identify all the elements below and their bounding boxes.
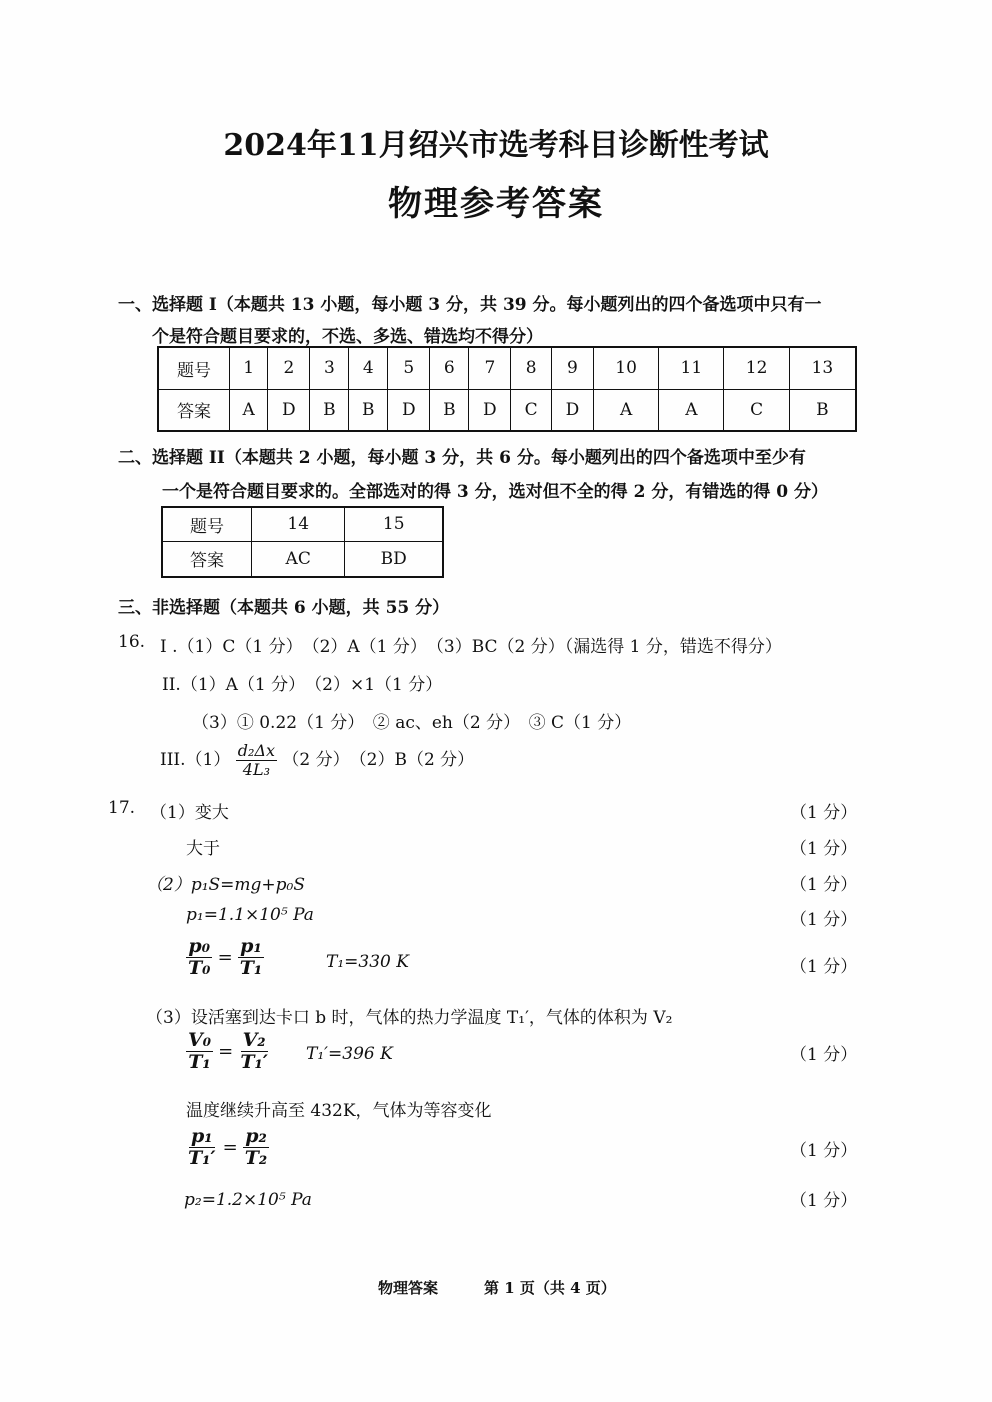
equals-sign: = bbox=[218, 1041, 234, 1062]
fraction bbox=[186, 1030, 213, 1073]
section3-heading: 三、非选择题（本题共 6 小题，共 55 分） bbox=[118, 598, 450, 618]
table-row bbox=[162, 507, 443, 541]
points-label: （1 分） bbox=[790, 1191, 858, 1211]
q16-part2a: II.（1）A（1 分） （2）×1（1 分） bbox=[162, 675, 443, 695]
fraction-numerator: V₂ bbox=[242, 1029, 266, 1051]
fraction-denominator: T₁′ bbox=[188, 1147, 216, 1169]
exam-title: 2024年11月绍兴市选考科目诊断性考试 bbox=[223, 128, 769, 163]
section2-answer-table bbox=[161, 506, 444, 578]
question-number: 12 bbox=[724, 347, 789, 389]
q17-result-1: T₁=330 K bbox=[326, 952, 409, 972]
fraction-numerator: p₀ bbox=[188, 935, 211, 957]
fraction bbox=[243, 1126, 269, 1169]
question-number: 5 bbox=[388, 347, 430, 389]
question-number: 11 bbox=[659, 347, 724, 389]
q17-continue-text: 温度继续升高至 432K，气体为等容变化 bbox=[186, 1101, 492, 1121]
fraction bbox=[238, 936, 264, 979]
fraction-denominator: T₂ bbox=[244, 1147, 268, 1169]
answer-cell: A bbox=[230, 389, 268, 431]
answer-cell: BD bbox=[345, 541, 443, 577]
q16-fraction-denominator: 4L₃ bbox=[242, 760, 270, 779]
points-label: （1 分） bbox=[790, 1045, 858, 1065]
section1-heading-line1: 一、选择题 I（本题共 13 小题，每小题 3 分，共 39 分。每小题列出的四个备选项中只有一 bbox=[118, 295, 822, 315]
q17-equation-3 bbox=[186, 1126, 269, 1169]
q17-part3-text: （3）设活塞到达卡口 b 时，气体的热力学温度 T₁′，气体的体积为 V₂ bbox=[146, 1008, 673, 1028]
equals-sign: = bbox=[217, 947, 233, 968]
table-row bbox=[158, 347, 856, 389]
question-number: 15 bbox=[345, 507, 443, 541]
answer-cell: D bbox=[388, 389, 430, 431]
fraction-numerator: p₂ bbox=[245, 1125, 267, 1147]
points-label: （1 分） bbox=[790, 839, 858, 859]
page-subtitle: 物理参考答案 bbox=[388, 184, 604, 224]
table-header-label: 题号 bbox=[162, 507, 252, 541]
table-answer-label: 答案 bbox=[162, 541, 252, 577]
question-number: 14 bbox=[252, 507, 345, 541]
q17-line: p₁=1.1×10⁵ Pa bbox=[186, 905, 314, 925]
answer-cell: D bbox=[268, 389, 310, 431]
fraction-numerator: p₁ bbox=[240, 935, 262, 957]
answer-cell: B bbox=[310, 389, 349, 431]
section2-heading-line2: 一个是符合题目要求的。全部选对的得 3 分，选对但不全的得 2 分，有错选的得 0 分） bbox=[162, 482, 828, 502]
q16-part1: I .（1）C（1 分） （2）A（1 分） （3）BC（2 分）（漏选得 1 分，错选不得分） bbox=[160, 637, 782, 657]
points-label: （1 分） bbox=[790, 957, 858, 977]
answer-cell: D bbox=[469, 389, 511, 431]
answer-cell: A bbox=[659, 389, 724, 431]
question-number: 3 bbox=[310, 347, 349, 389]
q16-fraction bbox=[236, 742, 277, 779]
table-answer-label: 答案 bbox=[158, 389, 230, 431]
q17-result-2: T₁′=396 K bbox=[306, 1044, 393, 1064]
equals-sign: = bbox=[222, 1137, 238, 1158]
points-label: （1 分） bbox=[790, 803, 858, 823]
section2-heading-line1: 二、选择题 II（本题共 2 小题，每小题 3 分，共 6 分。每小题列出的四个备选项中至少有 bbox=[118, 448, 806, 468]
section1-heading-line2: 个是符合题目要求的，不选、多选、错选均不得分） bbox=[152, 327, 543, 347]
table-row bbox=[162, 541, 443, 577]
answer-cell: B bbox=[789, 389, 856, 431]
question-number: 9 bbox=[551, 347, 593, 389]
answer-cell: D bbox=[551, 389, 593, 431]
q16-fraction-numerator: d₂Δx bbox=[237, 741, 276, 760]
answer-cell: B bbox=[430, 389, 469, 431]
q17-line: （2）p₁S=mg+p₀S bbox=[146, 875, 305, 895]
fraction-denominator: T₁ bbox=[239, 957, 263, 979]
answer-cell: A bbox=[594, 389, 659, 431]
footer-page-number: 第 1 页（共 4 页） bbox=[484, 1279, 616, 1297]
question-number: 6 bbox=[430, 347, 469, 389]
fraction bbox=[238, 1030, 269, 1073]
fraction-numerator: p₁ bbox=[190, 1125, 213, 1147]
q17-equation-1 bbox=[186, 936, 264, 979]
q16-number: 16. bbox=[118, 632, 146, 652]
q17-final-line: p₂=1.2×10⁵ Pa bbox=[184, 1190, 312, 1210]
q16-part2b: （3）① 0.22（1 分） ② ac、eh（2 分） ③ C（1 分） bbox=[192, 713, 632, 733]
q16-part3-prefix: III.（1） bbox=[160, 750, 231, 770]
question-number: 1 bbox=[230, 347, 268, 389]
points-label: （1 分） bbox=[790, 1141, 858, 1161]
q17-equation-2 bbox=[186, 1030, 270, 1073]
q17-line: （1）变大 bbox=[150, 803, 229, 823]
question-number: 10 bbox=[594, 347, 659, 389]
answer-cell: C bbox=[511, 389, 551, 431]
fraction bbox=[186, 1126, 217, 1169]
table-header-label: 题号 bbox=[158, 347, 230, 389]
q16-part3 bbox=[160, 742, 474, 779]
table-row bbox=[158, 389, 856, 431]
fraction-denominator: T₁ bbox=[188, 1051, 211, 1073]
q16-part3-suffix: （2 分） （2）B（2 分） bbox=[282, 750, 475, 770]
points-label: （1 分） bbox=[790, 910, 858, 930]
points-label: （1 分） bbox=[790, 875, 858, 895]
question-number: 7 bbox=[469, 347, 511, 389]
fraction bbox=[186, 936, 212, 979]
fraction-denominator: T₀ bbox=[188, 957, 211, 979]
question-number: 4 bbox=[349, 347, 388, 389]
answer-cell: C bbox=[724, 389, 789, 431]
question-number: 13 bbox=[789, 347, 856, 389]
question-number: 2 bbox=[268, 347, 310, 389]
footer-subject: 物理答案 bbox=[378, 1279, 439, 1297]
q17-line: 大于 bbox=[186, 839, 220, 859]
fraction-denominator: T₁′ bbox=[240, 1051, 268, 1073]
answer-cell: B bbox=[349, 389, 388, 431]
answer-cell: AC bbox=[252, 541, 345, 577]
section1-answer-table bbox=[157, 346, 857, 432]
question-number: 8 bbox=[511, 347, 551, 389]
q17-number: 17. bbox=[108, 798, 136, 818]
fraction-numerator: V₀ bbox=[188, 1029, 212, 1051]
